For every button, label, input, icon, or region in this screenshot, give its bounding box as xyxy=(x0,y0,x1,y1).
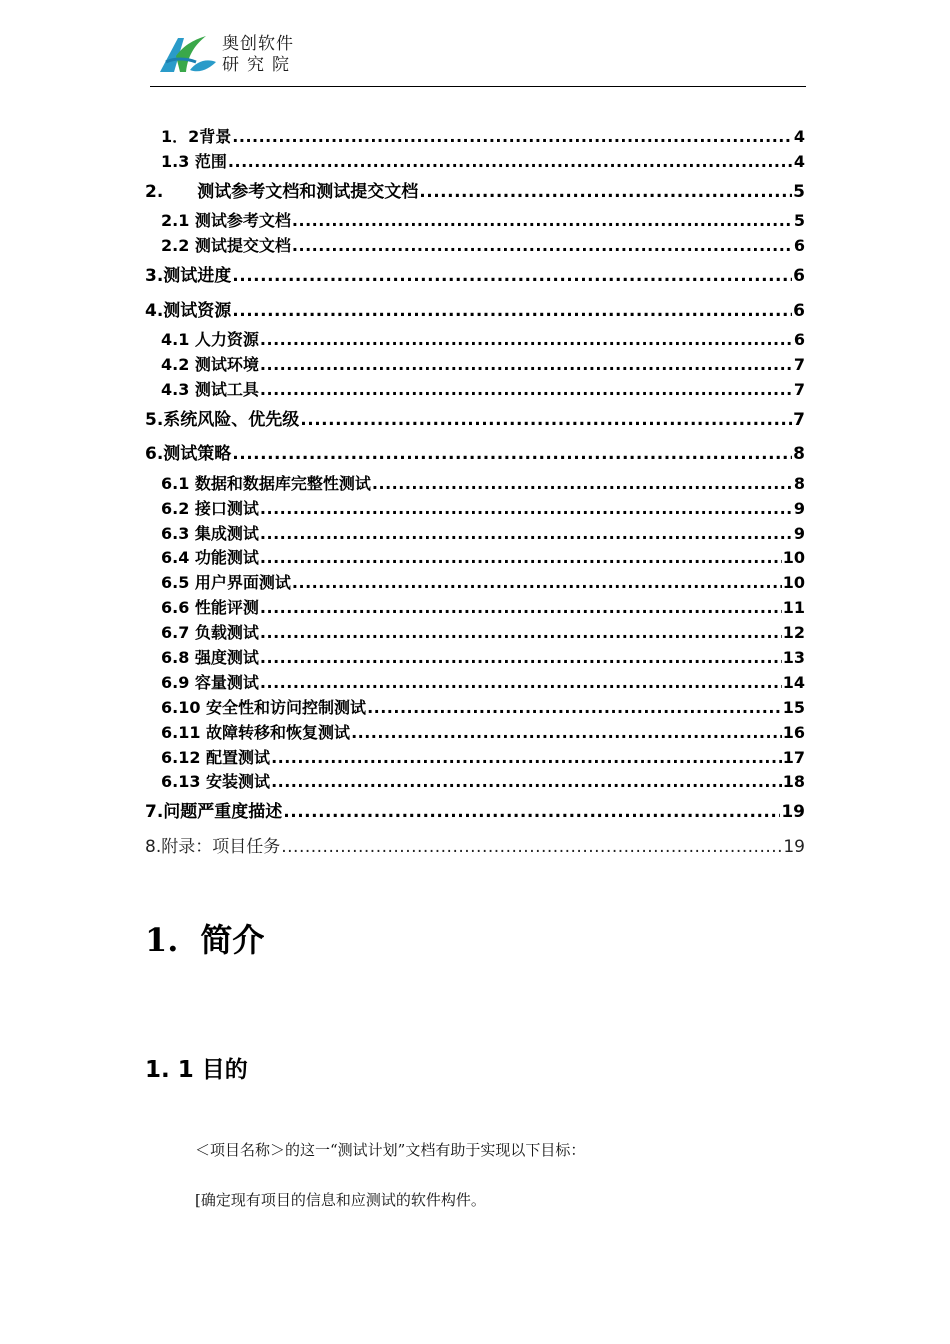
toc-leader-dots xyxy=(260,378,793,403)
toc-entry[interactable] xyxy=(145,770,805,795)
toc-leader-dots xyxy=(351,721,782,746)
toc-leader-dots xyxy=(260,522,793,547)
toc-entry[interactable] xyxy=(145,259,805,294)
toc-entry-title: 4.测试资源 xyxy=(145,300,232,321)
toc-entry-title: 6.11 故障转移和恢复测试 xyxy=(161,722,351,742)
toc-entry-title: 6.9 容量测试 xyxy=(161,672,259,692)
toc-entry-page: 9 xyxy=(793,523,805,543)
toc-entry[interactable] xyxy=(145,696,805,721)
toc-entry-page: 4 xyxy=(793,151,805,171)
toc-leader-dots xyxy=(292,209,793,234)
toc-entry-title: 4.1 人力资源 xyxy=(161,330,259,350)
company-name-line2: 研究院 xyxy=(222,55,297,75)
toc-entry-title: 6.8 强度测试 xyxy=(161,647,259,667)
toc-entry-page: 8 xyxy=(793,444,805,465)
toc-entry-title: 2.2 测试提交文档 xyxy=(161,236,291,256)
toc-leader-dots xyxy=(292,571,782,596)
toc-entry-title: 2. 测试参考文档和测试提交文档 xyxy=(145,181,419,202)
toc-entry-title: 6.2 接口测试 xyxy=(161,498,259,518)
toc-leader-dots xyxy=(271,746,782,771)
toc-entry-page: 17 xyxy=(782,747,805,767)
toc-entry-page: 6 xyxy=(793,266,805,287)
toc-leader-dots xyxy=(260,328,793,353)
toc-entry-page: 10 xyxy=(782,573,805,593)
toc-entry[interactable] xyxy=(145,294,805,329)
toc-entry-page: 8 xyxy=(793,473,805,493)
toc-entry-page: 9 xyxy=(793,498,805,518)
toc-leader-dots xyxy=(300,403,792,438)
toc-entry-title: 5.系统风险、优先级 xyxy=(145,409,300,430)
toc-entry-page: 15 xyxy=(782,697,805,717)
heading-1-title: 简介 xyxy=(200,921,265,959)
toc-entry-title: 1.3 范围 xyxy=(161,151,227,171)
toc-leader-dots xyxy=(372,472,793,497)
toc-entry[interactable] xyxy=(145,746,805,771)
toc-leader-dots xyxy=(232,125,793,150)
toc-entry-page: 19 xyxy=(781,802,805,823)
toc-entry[interactable] xyxy=(145,150,805,175)
toc-entry[interactable] xyxy=(145,546,805,571)
heading-2: 1. 1 目的 xyxy=(145,1057,248,1083)
toc-entry-title: 8.附录：项目任务 xyxy=(145,836,281,857)
toc-entry[interactable] xyxy=(145,571,805,596)
toc-leader-dots xyxy=(283,795,780,830)
toc-entry-page: 12 xyxy=(782,623,805,643)
toc-entry-title: 6.7 负载测试 xyxy=(161,623,259,643)
toc-leader-dots xyxy=(367,696,782,721)
toc-entry-title: 1．2背景 xyxy=(161,127,232,146)
heading-1-number: 1. xyxy=(145,921,179,959)
toc-entry[interactable] xyxy=(145,497,805,522)
table-of-contents xyxy=(145,125,805,864)
toc-entry[interactable] xyxy=(145,328,805,353)
toc-leader-dots xyxy=(419,175,792,210)
toc-entry-title: 6.10 安全性和访问控制测试 xyxy=(161,697,367,717)
toc-entry-page: 5 xyxy=(793,181,805,202)
toc-entry-page: 19 xyxy=(783,836,805,857)
toc-entry[interactable] xyxy=(145,472,805,497)
toc-entry-page: 10 xyxy=(782,548,805,568)
toc-entry-title: 2.1 测试参考文档 xyxy=(161,211,291,231)
toc-entry-page: 14 xyxy=(782,672,805,692)
toc-entry-title: 6.3 集成测试 xyxy=(161,523,259,543)
toc-entry[interactable] xyxy=(145,721,805,746)
toc-entry-page: 6 xyxy=(793,300,805,321)
toc-entry-title: 6.4 功能测试 xyxy=(161,548,259,568)
toc-entry[interactable] xyxy=(145,596,805,621)
toc-entry-page: 7 xyxy=(793,379,805,399)
toc-entry[interactable] xyxy=(145,353,805,378)
toc-leader-dots xyxy=(260,596,782,621)
toc-leader-dots xyxy=(260,621,782,646)
toc-entry-title: 4.2 测试环境 xyxy=(161,354,259,374)
AC-logo-icon xyxy=(156,32,218,76)
toc-entry-page: 5 xyxy=(793,211,805,231)
toc-entry[interactable] xyxy=(145,646,805,671)
toc-entry-title: 4.3 测试工具 xyxy=(161,379,259,399)
toc-leader-dots xyxy=(228,150,793,175)
company-name xyxy=(222,34,297,76)
paragraph: ＜项目名称＞的这一“测试计划”文档有助于实现以下目标： xyxy=(195,1141,586,1159)
toc-entry-page: 13 xyxy=(782,647,805,667)
toc-entry[interactable] xyxy=(145,795,805,830)
toc-entry[interactable] xyxy=(145,125,805,150)
toc-entry-page: 18 xyxy=(782,772,805,792)
toc-entry-title: 6.12 配置测试 xyxy=(161,747,271,767)
toc-entry[interactable] xyxy=(145,621,805,646)
toc-entry[interactable] xyxy=(145,437,805,472)
toc-entry-page: 7 xyxy=(793,354,805,374)
toc-entry[interactable] xyxy=(145,234,805,259)
toc-leader-dots xyxy=(260,546,782,571)
toc-leader-dots xyxy=(271,770,782,795)
heading-1 xyxy=(145,918,264,962)
toc-entry-title: 6.13 安装测试 xyxy=(161,772,271,792)
toc-leader-dots xyxy=(232,437,792,472)
toc-entry[interactable] xyxy=(145,175,805,210)
toc-entry-title: 6.测试策略 xyxy=(145,444,232,465)
toc-entry-page: 11 xyxy=(782,598,805,618)
toc-leader-dots xyxy=(281,830,782,865)
toc-leader-dots xyxy=(260,646,782,671)
toc-entry[interactable] xyxy=(145,522,805,547)
toc-entry-title: 6.5 用户界面测试 xyxy=(161,573,291,593)
toc-entry-page: 6 xyxy=(793,236,805,256)
paragraph: [确定现有项目的信息和应测试的软件构件。 xyxy=(195,1191,486,1209)
toc-entry[interactable] xyxy=(145,378,805,403)
page-header xyxy=(150,28,806,87)
toc-entry-page: 7 xyxy=(793,409,805,430)
toc-entry[interactable] xyxy=(145,403,805,438)
toc-entry[interactable] xyxy=(145,830,805,865)
toc-leader-dots xyxy=(232,294,792,329)
toc-leader-dots xyxy=(260,671,782,696)
toc-entry-page: 16 xyxy=(782,722,805,742)
toc-entry-title: 7.问题严重度描述 xyxy=(145,802,283,823)
toc-leader-dots xyxy=(260,497,793,522)
toc-leader-dots xyxy=(260,353,793,378)
toc-entry-title: 6.6 性能评测 xyxy=(161,598,259,618)
company-name-line1: 奥创软件 xyxy=(222,34,294,54)
toc-entry[interactable] xyxy=(145,671,805,696)
toc-entry-page: 6 xyxy=(793,330,805,350)
toc-entry-page: 4 xyxy=(793,127,805,146)
toc-entry-title: 3.测试进度 xyxy=(145,266,232,287)
toc-leader-dots xyxy=(292,234,793,259)
toc-leader-dots xyxy=(232,259,792,294)
toc-entry-title: 6.1 数据和数据库完整性测试 xyxy=(161,473,371,493)
toc-entry[interactable] xyxy=(145,209,805,234)
